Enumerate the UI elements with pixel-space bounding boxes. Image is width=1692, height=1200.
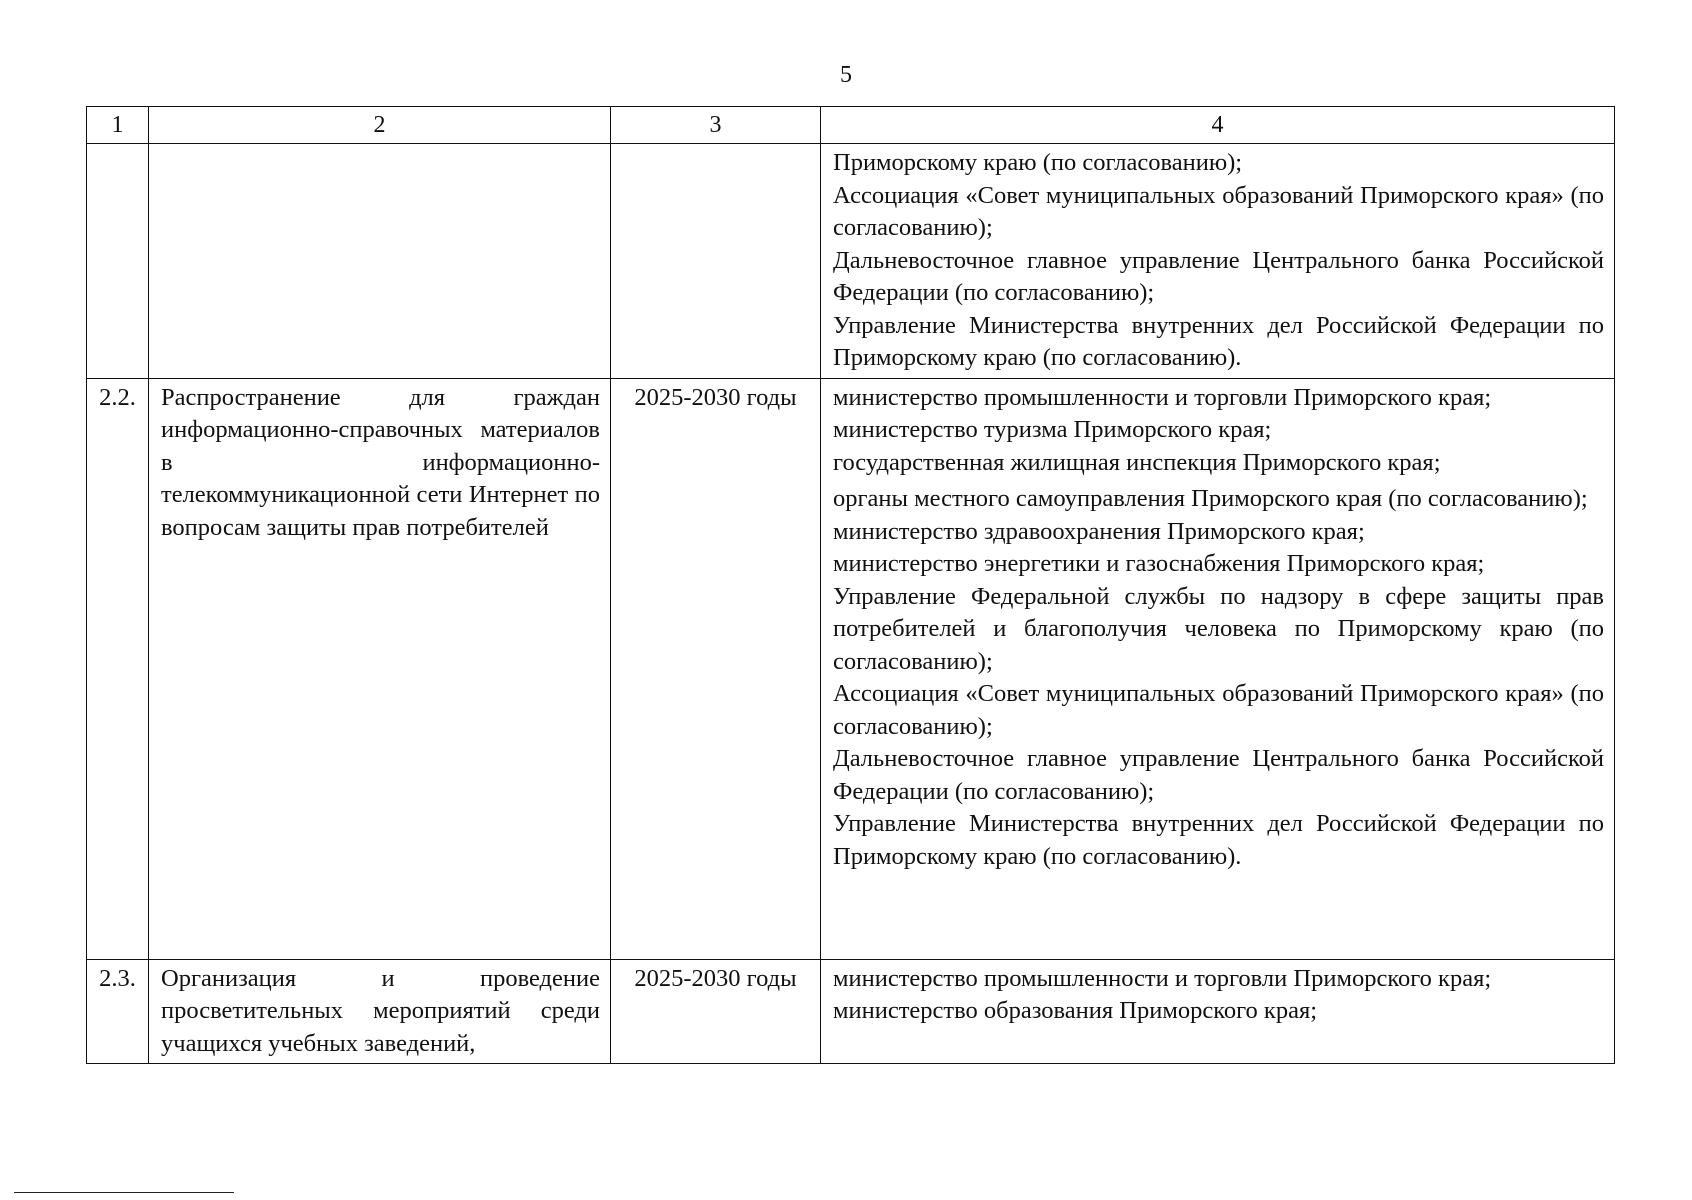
executor-item: Дальневосточное главное управление Центрального банка Российской Федерации (по согласованию);	[833, 246, 1604, 306]
executor-item: министерство здравоохранения Приморского края;	[833, 517, 1365, 545]
executor-item: министерство промышленности и торговли Приморского края;	[833, 964, 1492, 992]
activity-cell	[149, 378, 611, 959]
executor-item: органы местного самоуправления Приморского края (по согласованию);	[833, 485, 1588, 512]
header-cell: 4	[821, 107, 1615, 144]
row-number: 2.2.	[87, 378, 149, 959]
period-cell: 2025-2030 годы	[611, 378, 821, 959]
period-cell	[611, 144, 821, 379]
activity-cell	[149, 144, 611, 379]
page-number: 5	[840, 62, 852, 88]
table-row	[87, 378, 1615, 959]
executor-item: государственная жилищная инспекция Приморского края;	[833, 448, 1441, 476]
executor-item: Управление Федеральной службы по надзору в сфере защиты прав потребителей и благополучия человека по Приморскому краю (по согласованию);	[833, 582, 1604, 675]
executor-item: министерство образования Приморского края;	[833, 997, 1318, 1024]
executor-item: Дальневосточное главное управление Центрального банка Российской Федерации (по согласованию);	[833, 745, 1604, 805]
executor-item: министерство энергетики и газоснабжения Приморского края;	[833, 550, 1485, 577]
executor-item: Управление Министерства внутренних дел Российской Федерации по Приморскому краю (по согласованию).	[833, 311, 1604, 371]
executor-item: Управление Министерства внутренних дел Российской Федерации по Приморскому краю (по согласованию).	[833, 810, 1604, 870]
table-header-row	[87, 107, 1615, 144]
measures-table	[86, 106, 1615, 1064]
executor-item: Приморскому краю (по согласованию);	[833, 149, 1243, 176]
executor-item: Ассоциация «Совет муниципальных образований Приморского края» (по согласованию);	[833, 181, 1604, 241]
row-number	[87, 144, 149, 379]
activity-text: Организация и проведение просветительных мероприятий среди учащихся учебных заведений,	[161, 964, 600, 1057]
executor-item: министерство промышленности и торговли Приморского края;	[833, 383, 1492, 411]
activity-cell	[149, 959, 611, 1064]
executor-item: Ассоциация «Совет муниципальных образований Приморского края» (по согласованию);	[833, 680, 1604, 740]
table-row	[87, 959, 1615, 1064]
header-cell: 3	[611, 107, 821, 144]
header-cell: 2	[149, 107, 611, 144]
executors-cell	[821, 378, 1615, 959]
row-number: 2.3.	[87, 959, 149, 1064]
header-cell: 1	[87, 107, 149, 144]
executors-cell	[821, 144, 1615, 379]
executors-cell	[821, 959, 1615, 1064]
table-row	[87, 144, 1615, 379]
executor-item: министерство туризма Приморского края;	[833, 416, 1272, 443]
footnote-rule	[14, 1192, 234, 1193]
period-cell: 2025-2030 годы	[611, 959, 821, 1064]
activity-text: Распространение для граждан информационно-справочных материалов в информационно-телекоммуникационной сети Интернет по вопросам защиты прав потребителей	[161, 383, 600, 541]
